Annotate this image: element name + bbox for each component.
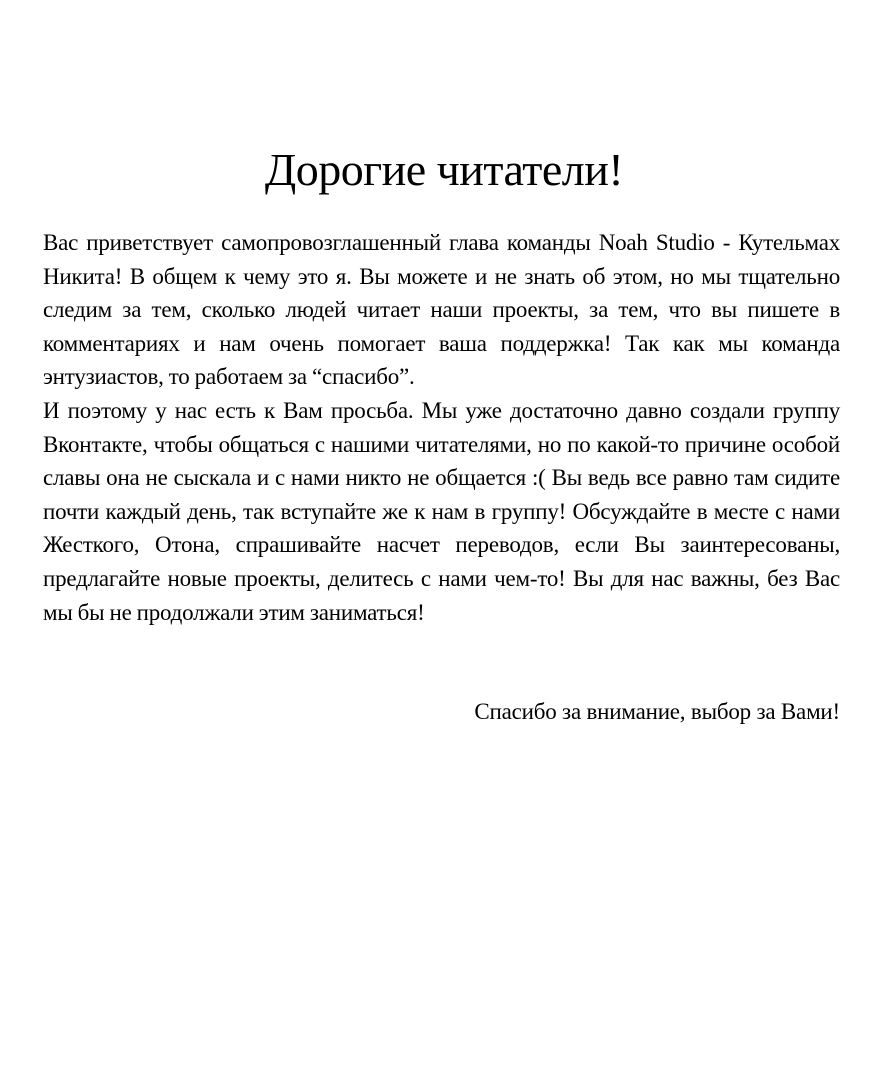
letter-paragraph-greeting: Вас приветствует самопровозглашенный глава команды Noah Studio - Кутельмах Никита! В общем к чему это я. Вы можете и не знать об этом, но мы тщательно следим за тем, сколько людей читает наши проекты, за тем, что вы пишете в комментариях и нам очень помогает ваша поддержка! Так как мы команда энтузиастов, то работаем за “спасибо”.	[43, 230, 840, 390]
letter-title: Дорогие читатели!	[264, 144, 624, 195]
letter-signoff: Спасибо за внимание, выбор за Вами!	[474, 699, 840, 724]
letter-paragraph-request: И поэтому у нас есть к Вам просьба. Мы уже достаточно давно создали группу Вконтакте, чтобы общаться с нашими читателями, но по какой-то причине особой славы она не сыскала и с нами никто не общается :( Вы ведь все равно там сидите почти каждый день, так вступайте же к нам в группу! Обсуждайте в месте с нами Жесткого, Отона, спрашивайте насчет переводов, если Вы заинтересованы, предлагайте новые проекты, делитесь с нами чем-то! Вы для нас важны, без Вас мы бы не продолжали этим заниматься!	[43, 397, 840, 625]
letter-body	[43, 226, 840, 629]
